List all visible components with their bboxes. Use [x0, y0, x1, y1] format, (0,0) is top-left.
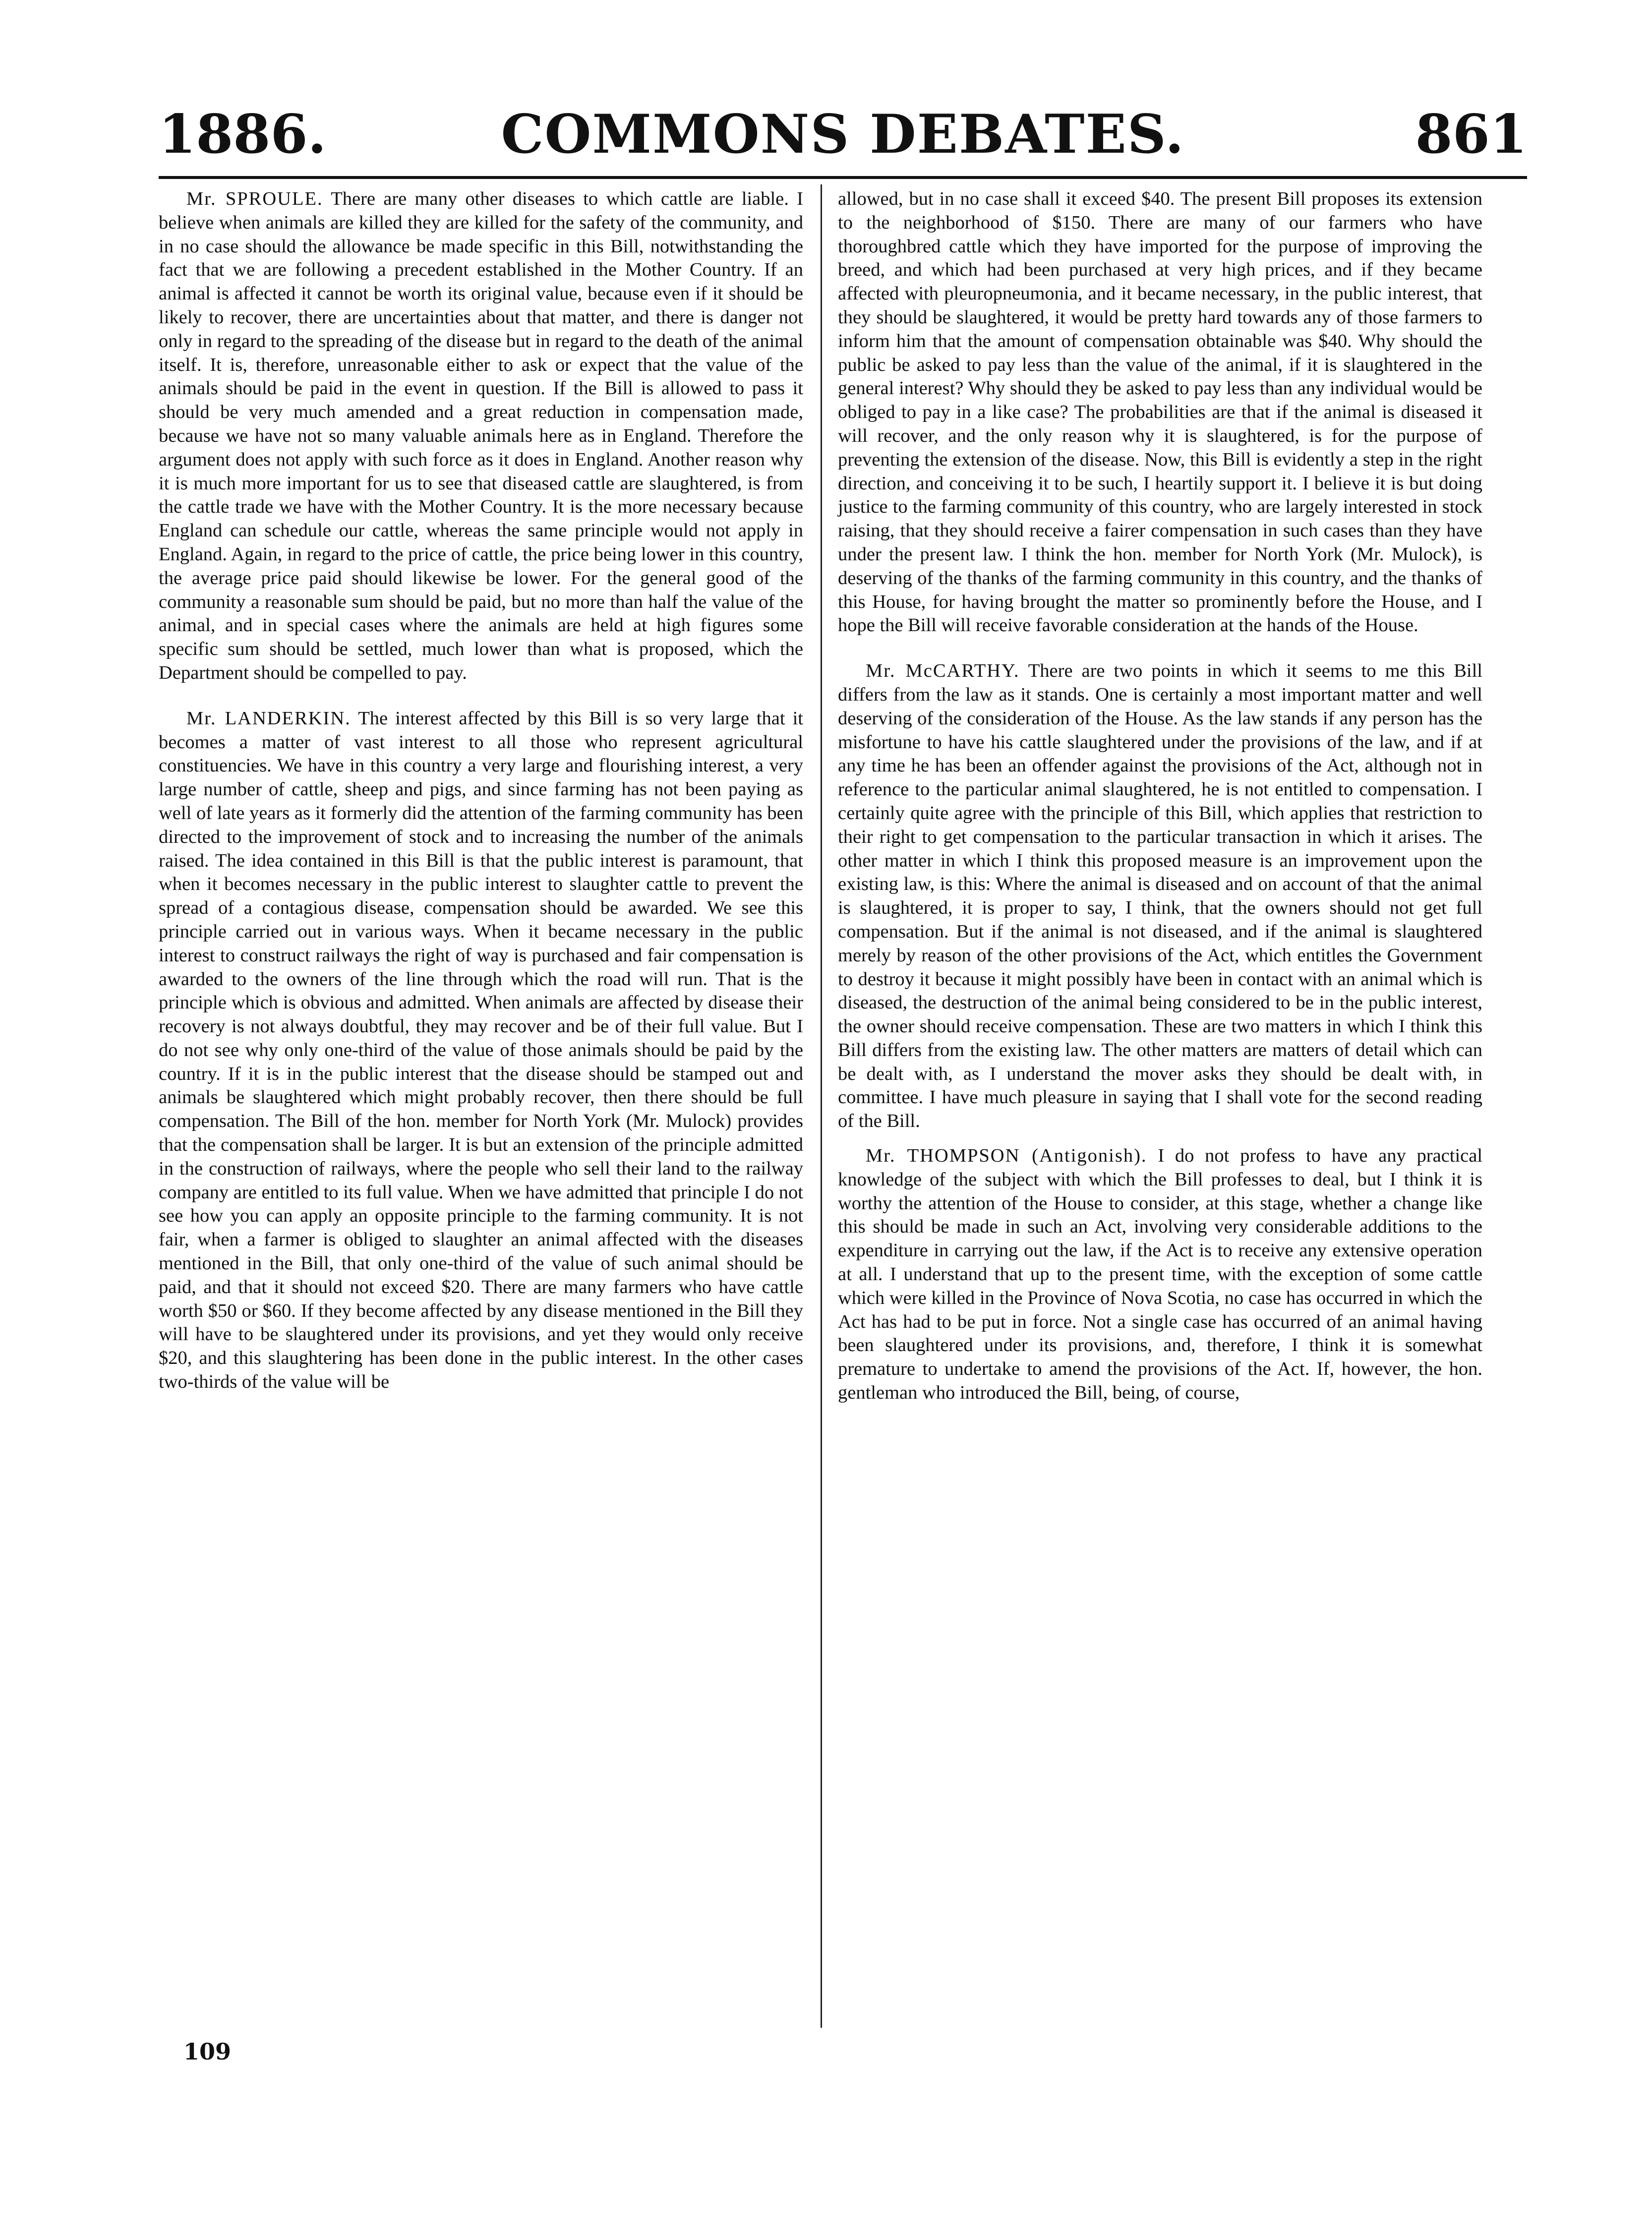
page-header [159, 97, 1527, 172]
header-page-number: 861 [1415, 103, 1527, 166]
speaker-name: Mr. SPROULE. [186, 188, 323, 209]
header-title: COMMONS DEBATES. [501, 103, 1185, 166]
speech-text: I do not profess to have any practical knowledge of the subject with which the Bill professes to deal, but I think it is worthy the attention of the House to consider, at this stage, whether a change like this should be made in such an Act, involving very considerable additions to the expenditure in carrying out the law, if the Act is to receive any extensive operation at all. I understand that up to the present time, with the exception of some cattle which were killed in the Province of Nova Scotia, no case has occurred in which the Act has had to be put in force. Not a single case has occurred of an animal having been slaughtered under its provisions, and, therefore, I think it is somewhat premature to undertake to amend the provisions of the Act. If, however, the hon. gentleman who introduced the Bill, being, of course, [838, 1145, 1483, 1404]
column-divider [821, 184, 822, 2028]
speaker-name: Mr. THOMPSON (Antigonish). [866, 1145, 1147, 1167]
speech-text: The interest affected by this Bill is so very large that it becomes a matter of vast interest to all those who represent agricultural constituencies. We have in this country a very large and flourishing interest, a very large number of cattle, sheep and pigs, and since farming has not been paying as well of late years as it formerly did the attention of the farming community has been directed to the improvement of stock and to increasing the number of the animals raised. The idea contained in this Bill is that the public interest is paramount, that when it becomes necessary in the public interest to slaughter cattle to prevent the spread of a contagious disease, compensation should be awarded. We see this principle carried out in various ways. When it became necessary in the public interest to construct railways the right of way is purchased and fair compensation is awarded to the owners of the line through which the road will run. That is the principle which is obvious and admitted. When animals are affected by disease their recovery is not always doubtful, they may recover and be of their full value. But I do not see why only one-third of the value of those animals should be paid by the country. If it is in the public interest that the disease should be stamped out and animals be slaughtered which might probably recover, then there should be full compensation. The Bill of the hon. member for North York (Mr. Mulock) provides that the compensation shall be larger. It is but an extension of the principle admitted in the construction of railways, where the people who sell their land to the railway company are entitled to its full value. When we have admitted that principle I do not see how you can apply an opposite principle to the farming community. It is not fair, when a farmer is obliged to slaughter an animal affected with the diseases mentioned in the Bill, that only one-third of the value of such animal should be paid, and that it should not exceed $20. There are many farmers who have cattle worth $50 or $60. If they become affected by any disease mentioned in the Bill they will have to be slaughtered under its provisions, and yet they would only receive $20, and this slaughtering has been done in the public interest. In the other cases two-thirds of the value will be [159, 707, 804, 1393]
speech-text: There are many other diseases to which cattle are liable. I believe when animals are killed they are killed for the safety of the community, and in no case should the allowance be made specific in this Bill, notwithstanding the fact that we are following a precedent established in the Mother Country. If an animal is affected it cannot be worth its original value, because even if it should be likely to recover, there are uncertainties about that matter, and there is danger not only in regard to the spreading of the disease but in regard to the death of the animal itself. It is, therefore, unreasonable either to ask or expect that the value of the animals should be paid in the event in question. If the Bill is allowed to pass it should be very much amended and a great reduction in compensation made, because we have not so many valuable animals here as in England. Therefore the argument does not apply with such force as it does in England. Another reason why it is much more important for us to see that diseased cattle are slaughtered, is from the cattle trade we have with the Mother Country. It is the more necessary because England can schedule our cattle, whereas the same principle would not apply in England. Again, in regard to the price of cattle, the price being lower in this country, the average price paid should likewise be lower. For the general good of the community a reasonable sum should be paid, but no more than half the value of the animal, and in special cases where the animals are held at high figures some specific sum should be settled, much lower than what is proposed, which the Department should be compelled to pay. [159, 188, 803, 683]
speaker-name: Mr. McCARTHY. [866, 660, 1020, 682]
speech-paragraph [159, 187, 803, 685]
speech-paragraph [838, 1144, 1482, 1405]
signature-mark: 109 [183, 2038, 232, 2065]
header-year: 1886. [159, 103, 327, 166]
speaker-name: Mr. LANDERKIN. [186, 707, 351, 729]
speech-paragraph [838, 659, 1482, 1133]
speech-text: allowed, but in no case shall it exceed $40. The present Bill proposes its extension to the neighborhood of $150. There are many of our farmers who have thoroughbred cattle which they have imported for the purpose of improving the breed, and which had been purchased at very high prices, and if they became affected with pleuropneumonia, and it became necessary, in the public interest, that they should be slaughtered, it would be pretty hard towards any of those farmers to inform him that the amount of compensation obtainable was $40. Why should the public be asked to pay less than the value of the animal, if it is slaughtered in the general interest? Why should they be asked to pay less than any individual would be obliged to pay in a like case? The probabilities are that if the animal is diseased it will recover, and the only reason why it is slaughtered, is for the purpose of preventing the extension of the disease. Now, this Bill is evidently a step in the right direction, and conceiving it to be such, I heartily support it. I believe it is but doing justice to the farming community of this country, who are largely interested in stock raising, that they should receive a fairer compensation in such cases than they have under the present law. I think the hon. member for North York (Mr. Mulock), is deserving of the thanks of the farming community in this country, and the thanks of this House, for having brought the matter so prominently before the House, and I hope the Bill will receive favorable consideration at the hands of the House. [838, 188, 1482, 636]
right-column [838, 187, 1482, 1405]
header-rule [159, 176, 1527, 179]
speech-text: There are two points in which it seems to me this Bill differs from the law as it stands. One is certainly a most important matter and well deserving of the consideration of the House. As the law stands if any person has the misfortune to have his cattle slaughtered under the provisions of the law, and if at any time he has been an offender against the provisions of the Act, although not in reference to the particular animal slaughtered, he is not entitled to compensation. I certainly quite agree with the principle of this Bill, which applies that restriction to their right to get compensation to the particular transaction in which it arises. The other matter in which I think this proposed measure is an improvement upon the existing law, is this: Where the animal is diseased and on account of that the animal is slaughtered, it is proper to say, I think, that the owners should not get full compensation. But if the animal is not diseased, and if the animal is slaughtered merely by reason of the other provisions of the Act, which entitles the Government to destroy it because it might possibly have been in contact with an animal which is diseased, the destruction of the animal being considered to be in the public interest, the owner should receive compensation. These are two matters in which I think this Bill differs from the existing law. The other matters are matters of detail which can be dealt with, as I understand the mover asks they should be dealt with, in committee. I have much pleasure in saying that I shall vote for the second reading of the Bill. [838, 660, 1482, 1132]
left-column [159, 187, 803, 1394]
speech-paragraph-continued [838, 187, 1482, 638]
speech-paragraph [159, 707, 803, 1394]
